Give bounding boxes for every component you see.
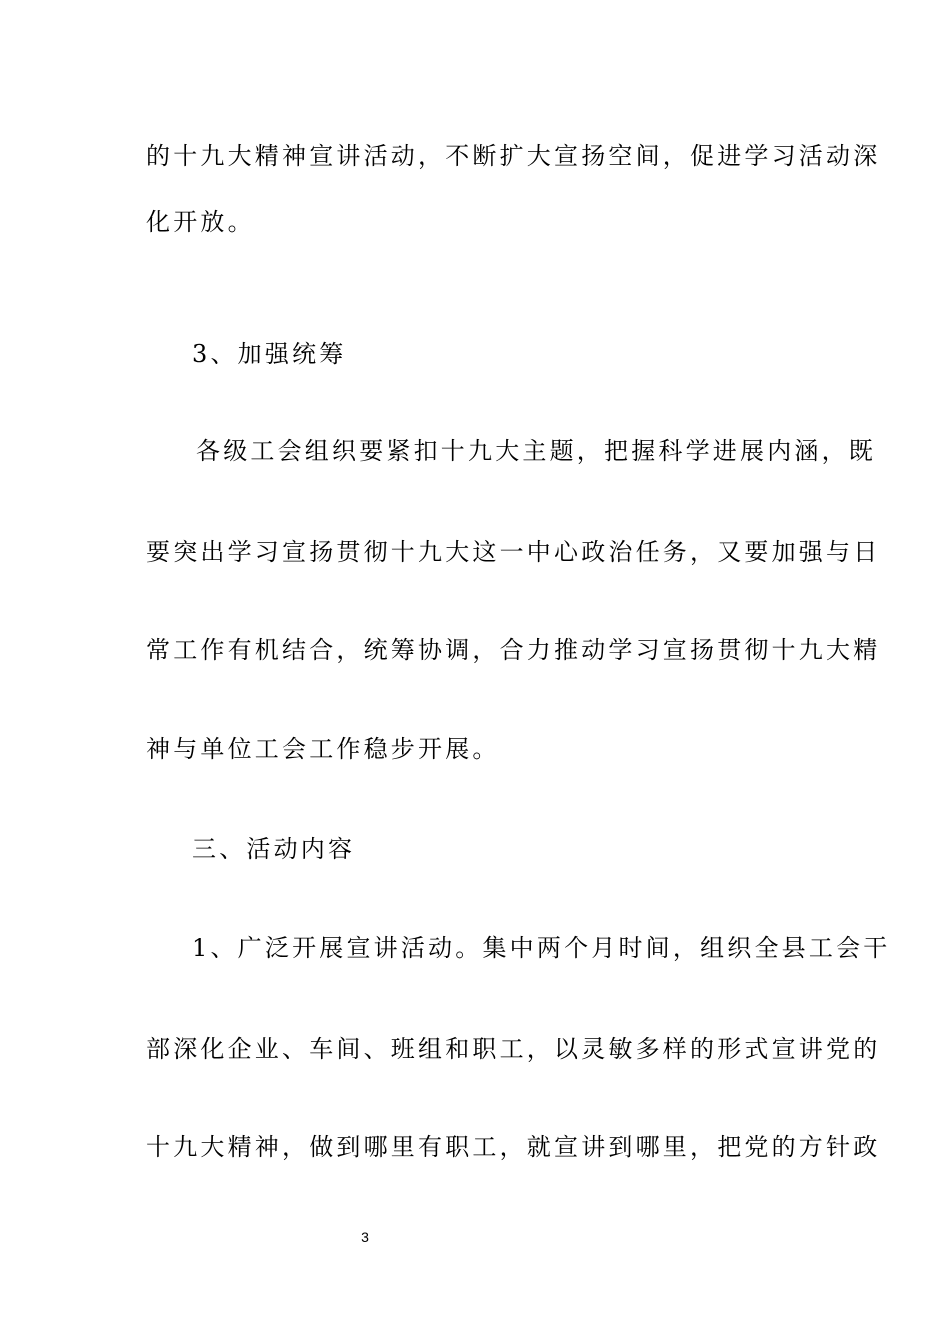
body-text-line: 化开放。 <box>146 208 255 236</box>
paragraph-first-line: 1、广泛开展宣讲活动。集中两个月时间，组织全县工会干 <box>192 934 891 962</box>
section-heading: 3、加强统筹 <box>192 340 347 368</box>
body-text-line: 的十九大精神宣讲活动，不断扩大宣扬空间，促进学习活动深 <box>146 142 881 170</box>
paragraph-first-line: 各级工会组织要紧扣十九大主题，把握科学进展内涵，既 <box>196 437 876 465</box>
page-number: 3 <box>361 1229 369 1245</box>
body-text-line: 部深化企业、车间、班组和职工，以灵敏多样的形式宣讲党的 <box>146 1035 881 1063</box>
body-text-line: 神与单位工会工作稳步开展。 <box>146 735 500 763</box>
section-heading: 三、活动内容 <box>192 835 356 863</box>
body-text-line: 十九大精神，做到哪里有职工，就宣讲到哪里，把党的方针政 <box>146 1133 881 1161</box>
body-text-line: 要突出学习宣扬贯彻十九大这一中心政治任务，又要加强与日 <box>146 538 881 566</box>
body-text-line: 常工作有机结合，统筹协调，合力推动学习宣扬贯彻十九大精 <box>146 636 881 664</box>
